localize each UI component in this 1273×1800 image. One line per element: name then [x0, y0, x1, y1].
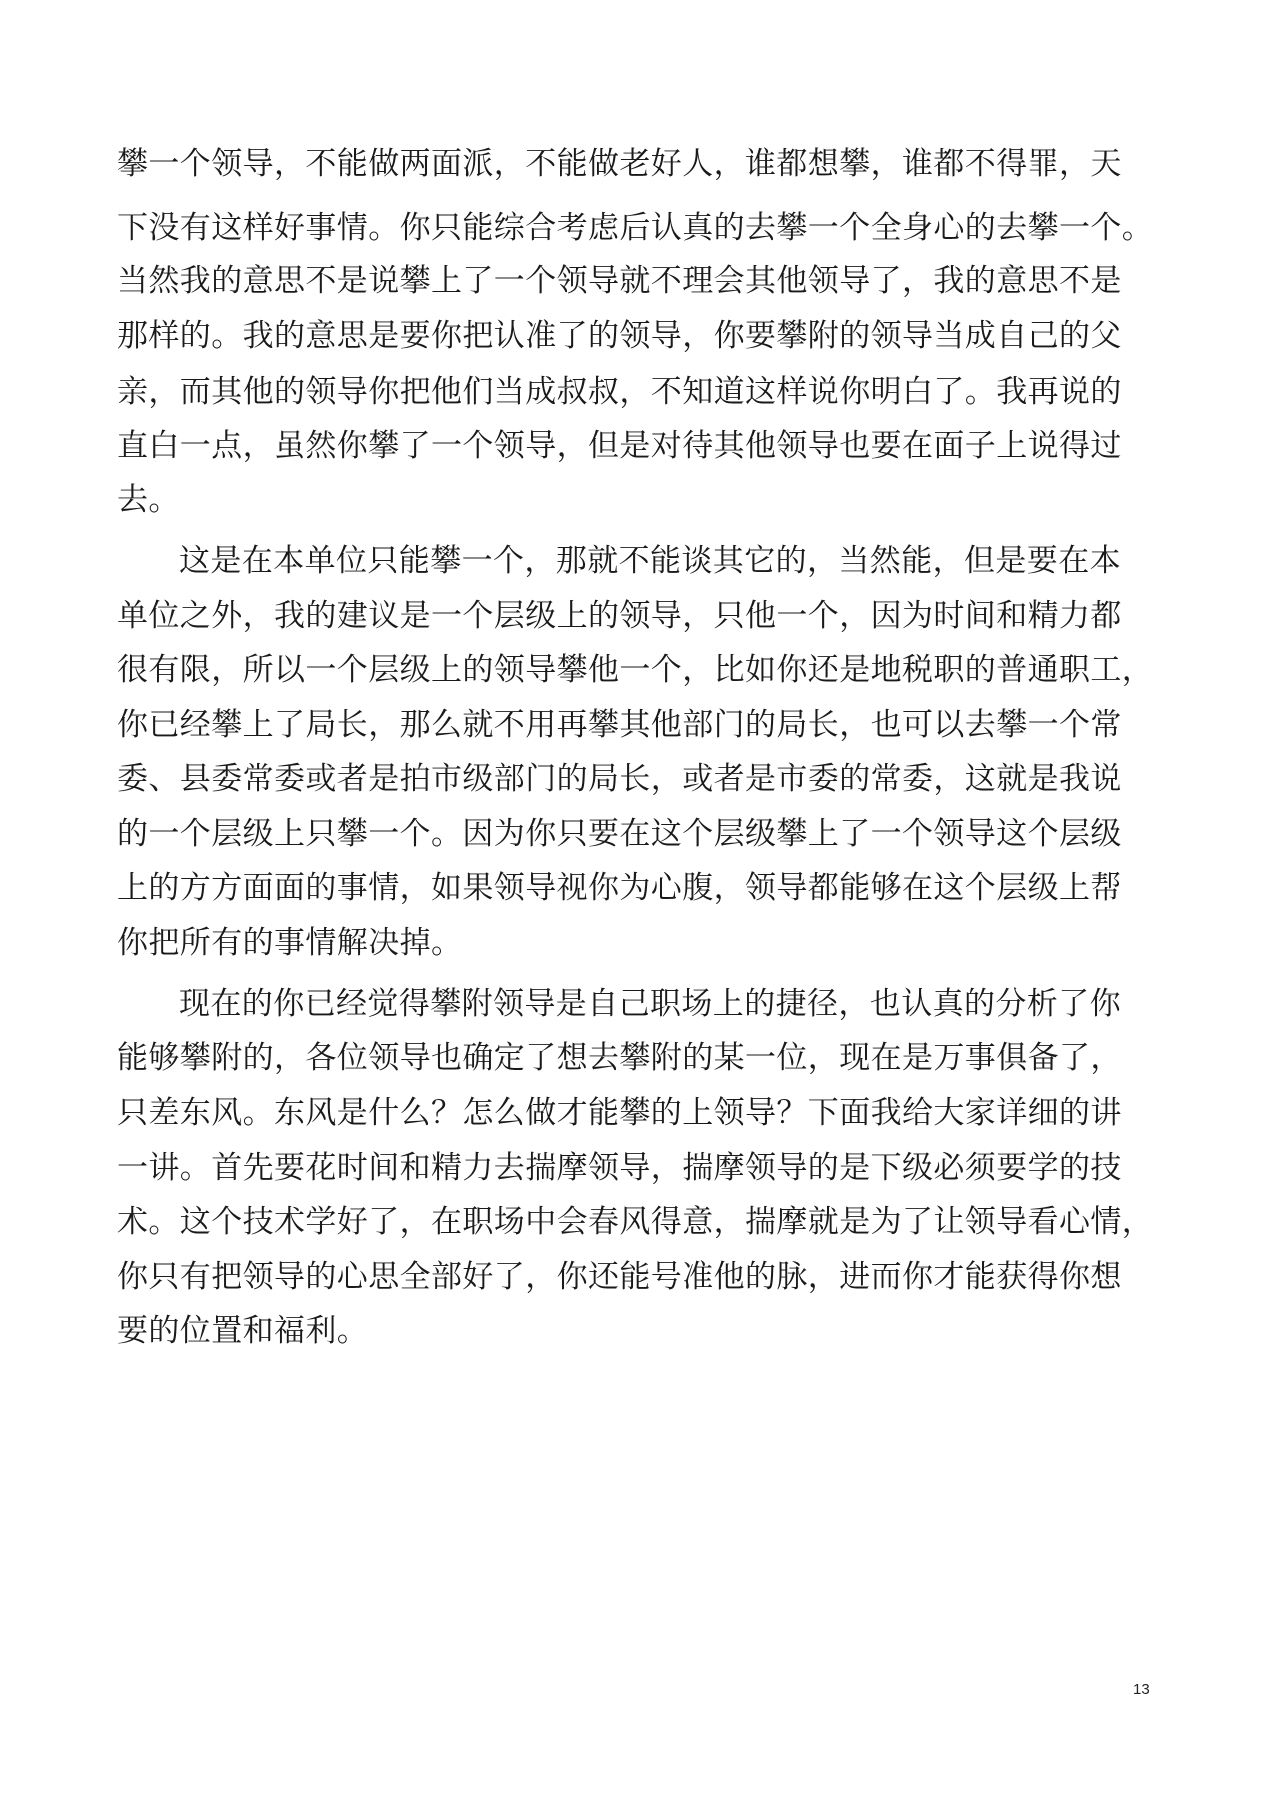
paragraph-1-line-2: 下没有这样好事情。你只能综合考虑后认真的去攀一个全身心的去攀一个。 — [117, 210, 1154, 246]
paragraph-3-line-7: 要的位置和福利。 — [117, 1313, 369, 1349]
paragraph-1-line-7: 去。 — [117, 482, 180, 518]
paragraph-3-line-1: 现在的你已经觉得攀附领导是自己职场上的捷径，也认真的分析了你 — [179, 986, 1121, 1022]
paragraph-2-line-3: 很有限，所以一个层级上的领导攀他一个，比如你还是地税职的普通职工， — [117, 652, 1154, 688]
paragraph-2-line-4: 你已经攀上了局长，那么就不用再攀其他部门的局长，也可以去攀一个常 — [117, 707, 1122, 743]
page-number: 13 — [1133, 1681, 1150, 1698]
paragraph-3-line-5: 术。这个技术学好了，在职场中会春风得意，揣摩就是为了让领导看心情， — [117, 1204, 1154, 1240]
paragraph-3-line-3: 只差东风。东风是什么？怎么做才能攀的上领导？下面我给大家详细的讲 — [117, 1095, 1122, 1131]
paragraph-2-line-2: 单位之外，我的建议是一个层级上的领导，只他一个，因为时间和精力都 — [117, 598, 1122, 634]
paragraph-1-line-1: 攀一个领导，不能做两面派，不能做老好人，谁都想攀，谁都不得罪，天 — [117, 146, 1122, 182]
paragraph-2-line-6: 的一个层级上只攀一个。因为你只要在这个层级攀上了一个领导这个层级 — [117, 816, 1122, 852]
paragraph-1-line-3: 当然我的意思不是说攀上了一个领导就不理会其他领导了，我的意思不是 — [117, 263, 1122, 299]
paragraph-3-line-6: 你只有把领导的心思全部好了，你还能号准他的脉，进而你才能获得你想 — [117, 1259, 1122, 1295]
paragraph-2-line-1: 这是在本单位只能攀一个，那就不能谈其它的，当然能，但是要在本 — [179, 543, 1121, 579]
paragraph-2-line-7: 上的方方面面的事情，如果领导视你为心腹，领导都能够在这个层级上帮 — [117, 870, 1122, 906]
paragraph-2-line-8: 你把所有的事情解决掉。 — [117, 925, 463, 961]
paragraph-3-line-2: 能够攀附的，各位领导也确定了想去攀附的某一位，现在是万事俱备了， — [117, 1040, 1122, 1076]
paragraph-2-line-5: 委、县委常委或者是拍市级部门的局长，或者是市委的常委，这就是我说 — [117, 761, 1122, 797]
paragraph-1-line-4: 那样的。我的意思是要你把认准了的领导，你要攀附的领导当成自己的父 — [117, 318, 1122, 354]
paragraph-1-line-5: 亲，而其他的领导你把他们当成叔叔，不知道这样说你明白了。我再说的 — [117, 374, 1122, 410]
paragraph-3-line-4: 一讲。首先要花时间和精力去揣摩领导，揣摩领导的是下级必须要学的技 — [117, 1150, 1122, 1186]
paragraph-1-line-6: 直白一点，虽然你攀了一个领导，但是对待其他领导也要在面子上说得过 — [117, 428, 1122, 464]
